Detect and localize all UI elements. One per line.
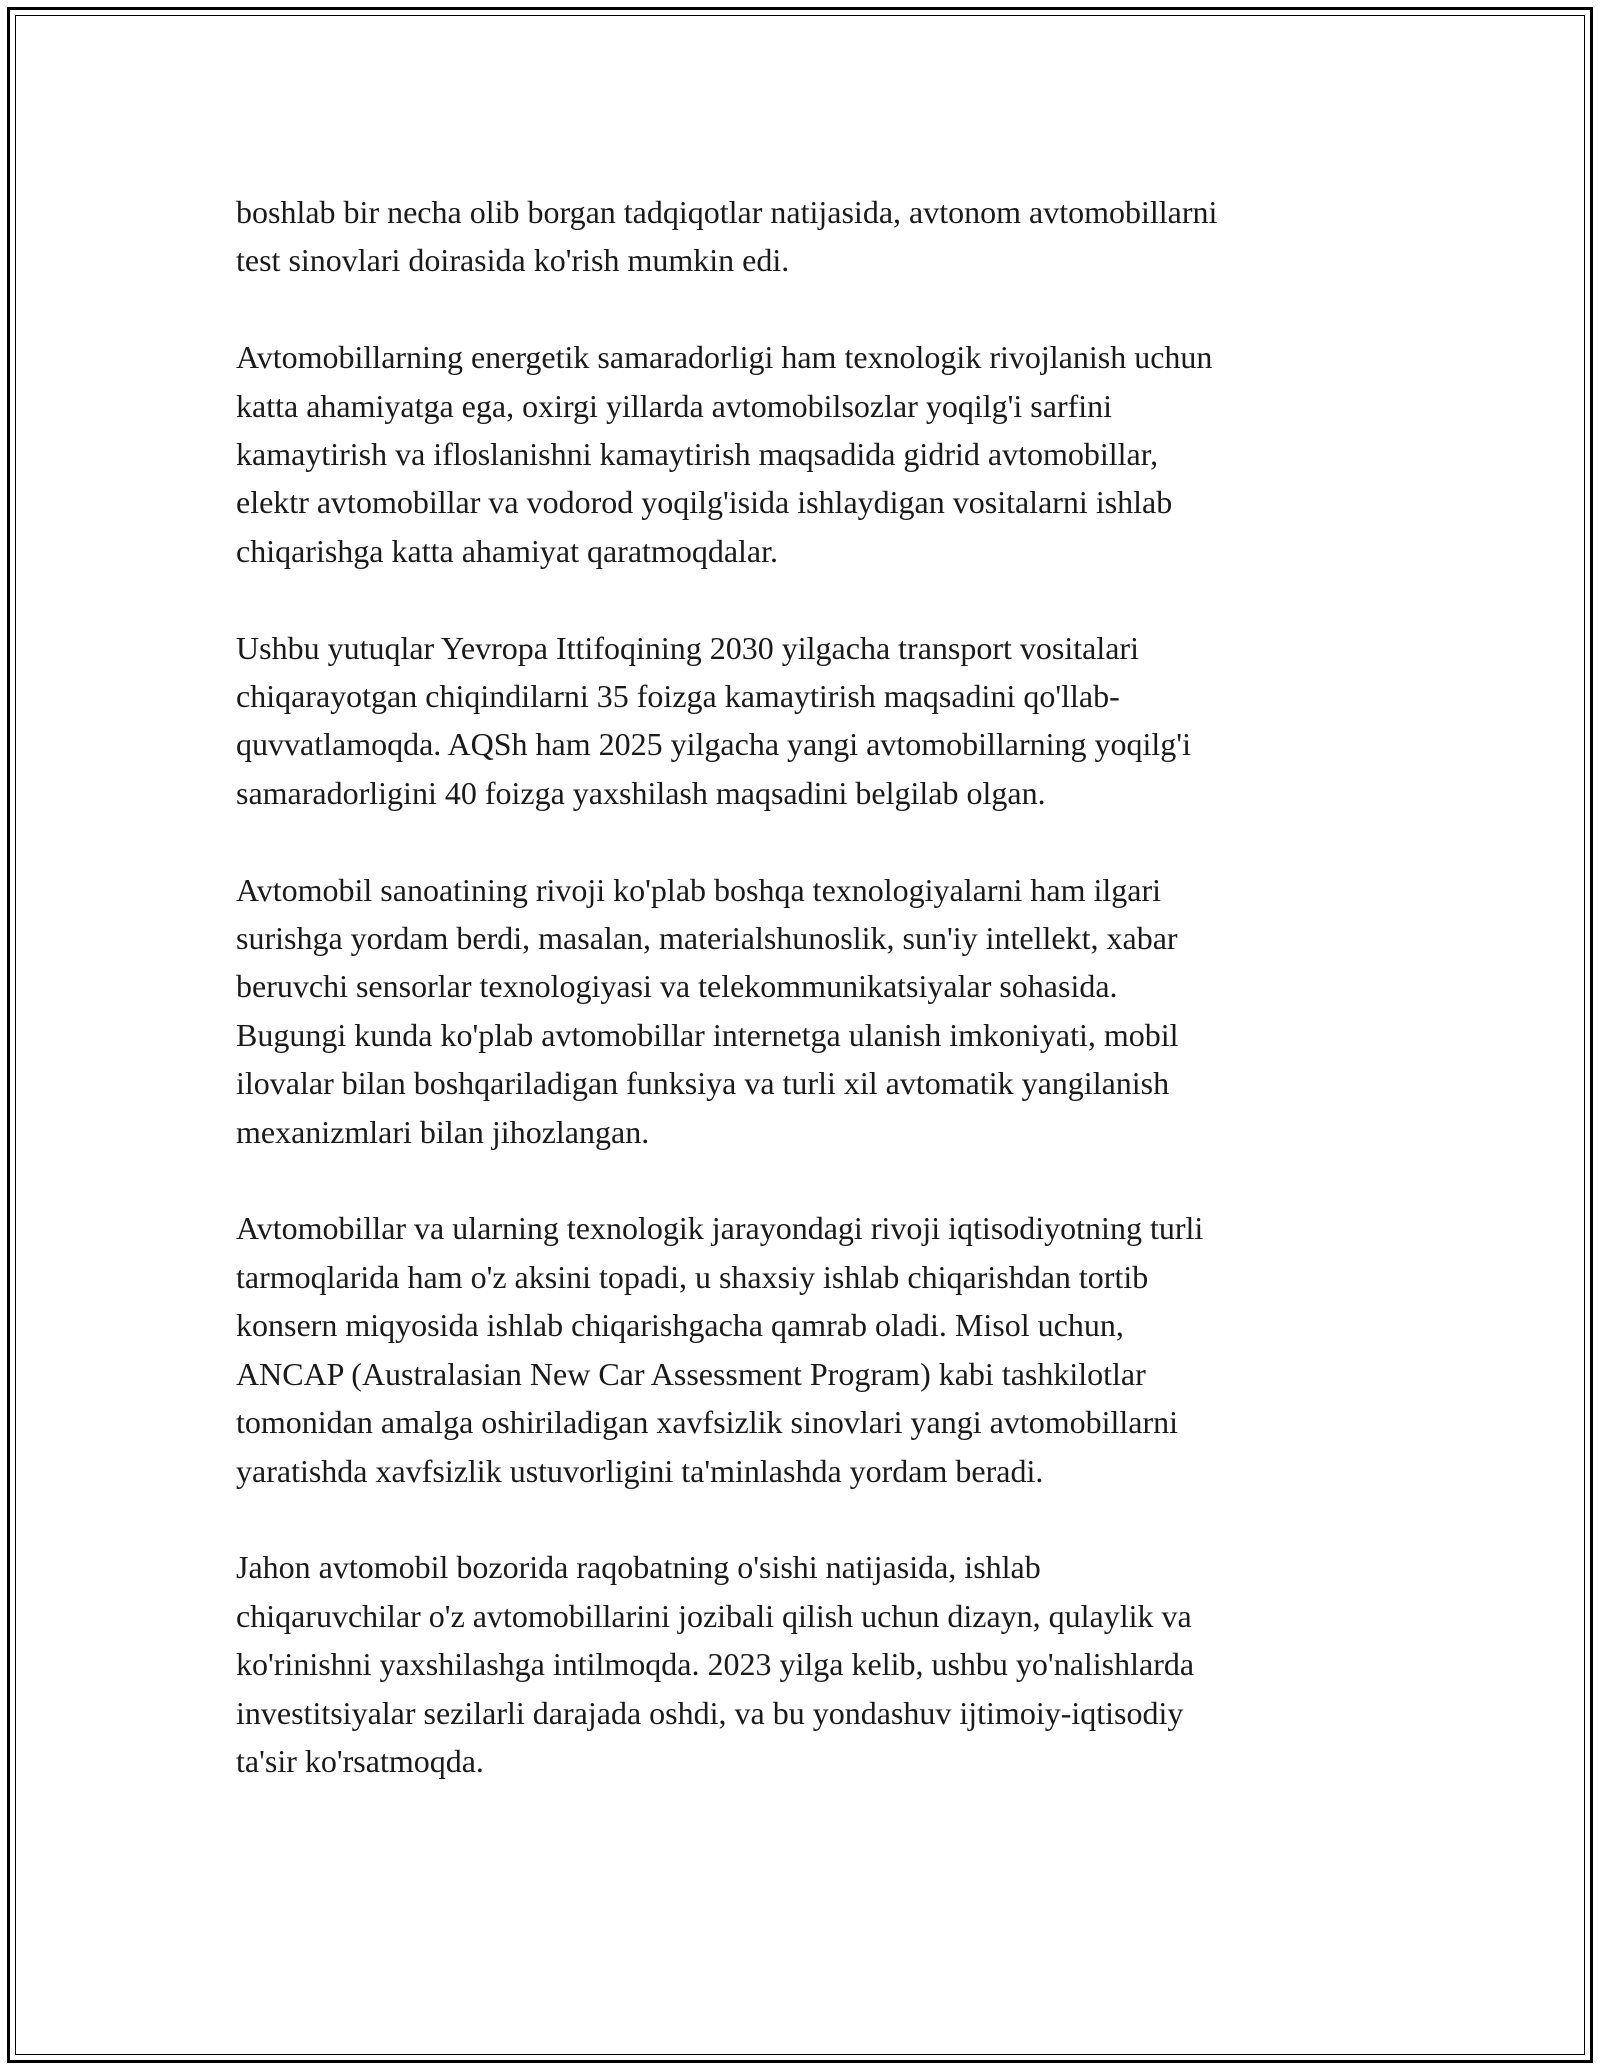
paragraph (236, 1543, 1376, 1785)
text-line: konsern miqyosida ishlab chiqarishgacha qamrab oladi. Misol uchun, (236, 1307, 1124, 1344)
text-line: mexanizmlari bilan jihozlangan. (236, 1113, 650, 1150)
text-line: chiqarishga katta ahamiyat qaratmoqdalar. (236, 532, 778, 569)
text-line: Avtomobil sanoatining rivoji ko'plab boshqa texnologiyalarni ham ilgari (236, 871, 1162, 908)
text-line: ta'sir ko'rsatmoqda. (236, 1742, 484, 1779)
text-line: samaradorligini 40 foizga yaxshilash maqsadini belgilab olgan. (236, 774, 1046, 811)
text-line: katta ahamiyatga ega, oxirgi yillarda avtomobilsozlar yoqilg'i sarfini (236, 387, 1113, 424)
text-line: beruvchi sensorlar texnologiyasi va telekommunikatsiyalar sohasida. (236, 968, 1118, 1005)
text-line: ilovalar bilan boshqariladigan funksiya va turli xil avtomatik yangilanish (236, 1065, 1170, 1102)
text-line: chiqaruvchilar o'z avtomobillarini jozibali qilish uchun dizayn, qulaylik va (236, 1597, 1192, 1634)
text-line: Avtomobillarning energetik samaradorligi ham texnologik rivojlanish uchun (236, 339, 1213, 376)
text-line: surishga yordam berdi, masalan, materialshunoslik, sun'iy intellekt, xabar (236, 920, 1178, 957)
text-line: quvvatlamoqda. AQSh ham 2025 yilgacha yangi avtomobillarning yoqilg'i (236, 726, 1191, 763)
text-line: Bugungi kunda ko'plab avtomobillar internetga ulanish imkoniyati, mobil (236, 1016, 1179, 1053)
text-line: ko'rinishni yaxshilashga intilmoqda. 2023 yilga kelib, ushbu yo'nalishlarda (236, 1646, 1195, 1683)
text-line: yaratishda xavfsizlik ustuvorligini ta'minlashda yordam beradi. (236, 1452, 1044, 1489)
document-body (236, 188, 1376, 1785)
paragraph (236, 866, 1376, 1156)
text-line: chiqarayotgan chiqindilarni 35 foizga kamaytirish maqsadini qo'llab- (236, 678, 1120, 715)
paragraph (236, 333, 1376, 575)
text-line: test sinovlari doirasida ko'rish mumkin edi. (236, 242, 790, 279)
text-line: investitsiyalar sezilarli darajada oshdi, va bu yondashuv ijtimoiy-iqtisodiy (236, 1694, 1184, 1731)
text-line: Ushbu yutuqlar Yevropa Ittifoqining 2030 yilgacha transport vositalari (236, 629, 1139, 666)
text-line: tomonidan amalga oshiriladigan xavfsizlik sinovlari yangi avtomobillarni (236, 1404, 1179, 1441)
text-line: elektr avtomobillar va vodorod yoqilg'isida ishlaydigan vositalarni ishlab (236, 484, 1173, 521)
paragraph (236, 188, 1376, 285)
text-line: kamaytirish va ifloslanishni kamaytirish maqsadida gidrid avtomobillar, (236, 436, 1159, 473)
text-line: boshlab bir necha olib borgan tadqiqotlar natijasida, avtonom avtomobillarni (236, 194, 1218, 230)
text-line: ANCAP (Australasian New Car Assessment Program) kabi tashkilotlar (236, 1355, 1146, 1392)
text-line: Jahon avtomobil bozorida raqobatning o'sishi natijasida, ishlab (236, 1549, 1041, 1586)
paragraph (236, 624, 1376, 818)
text-line: Avtomobillar va ularning texnologik jarayondagi rivoji iqtisodiyotning turli (236, 1210, 1204, 1247)
text-line: tarmoqlarida ham o'z aksini topadi, u shaxsiy ishlab chiqarishdan tortib (236, 1258, 1149, 1295)
paragraph (236, 1204, 1376, 1494)
